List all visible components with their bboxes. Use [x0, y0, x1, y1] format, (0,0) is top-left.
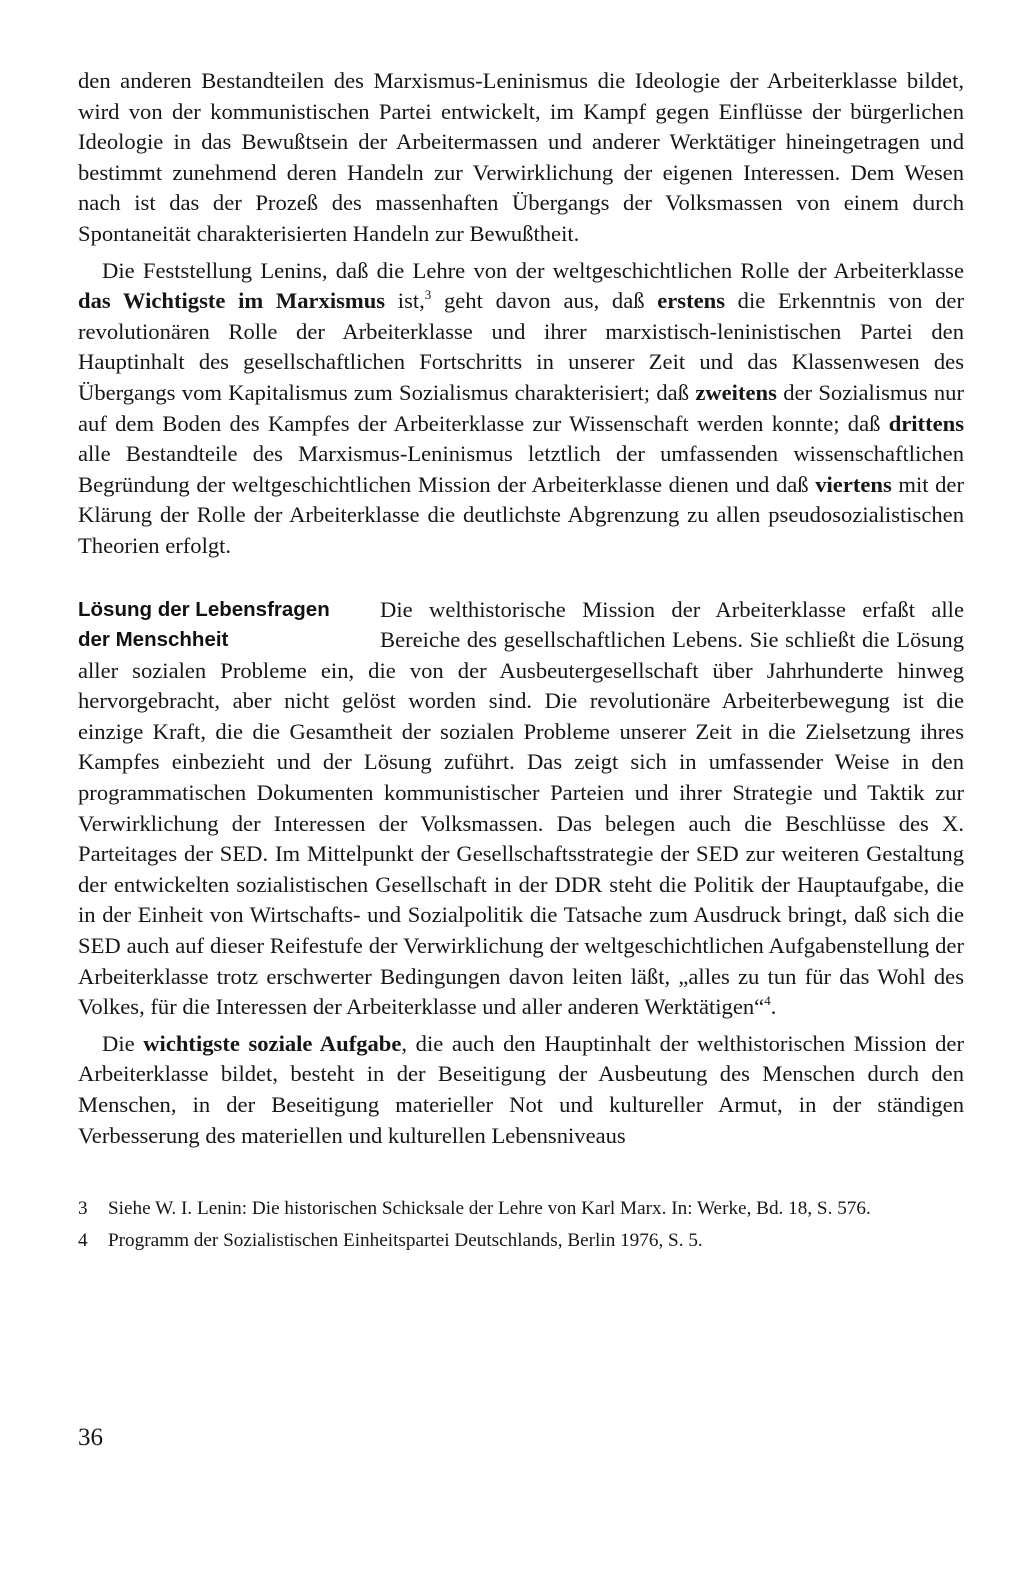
- section-lebensfragen: [78, 595, 964, 1152]
- paragraph-social-task: Die wichtigste soziale Aufgabe, die auch den Hauptinhalt der welthistorischen Mission der Arbeiterklasse bildet, besteht in der Beseitigung der Ausbeutung des Menschen durch den Menschen, in der Beseitigung materieller Not und kultureller Armut, in der ständigen Verbesserung des materiellen und kulturellen Lebensniveaus: [78, 1030, 964, 1148]
- page-content: [78, 66, 964, 1259]
- footnote-ref-4[interactable]: 4: [764, 993, 771, 1009]
- section-heading: Lösung der Lebensfragen der Menschheit: [78, 597, 330, 652]
- paragraph-lenin-statement: Die Feststellung Lenins, daß die Lehre von der weltgeschichtlichen Rolle der Arbeiterklasse das Wichtigste im Marxismus ist,$^3$ geht davon aus, daß erstens die Erkenntnis von der revolutionären Rolle der Arbeiterklasse und ihrer marxistisch-leninistischen Partei den Hauptinhalt des gesellschaftlichen Fortschritts in unserer Zeit und das Klassenwesen des Übergangs vom Kapitalismus zum Sozialismus charakterisiert; daß zweitens der Sozialismus nur auf dem Boden des Kampfes der Arbeiterklasse zur Wissenschaft werden konnte; daß drittens alle Bestandteile des Marxismus-Leninismus letztlich der umfassenden wissenschaftlichen Begründung der weltgeschichtlichen Mission der Arbeiterklasse dienen und daß viertens mit der Klärung der Rolle der Arbeiterklasse die deutlichste Abgrenzung zu allen pseudosozialistischen Theorien erfolgt.: [78, 257, 964, 558]
- footnotes: [78, 1195, 964, 1255]
- paragraph-mission: Die welthistorische Mission der Arbeiterklasse erfaßt alle Bereiche des gesellschaftlichen Lebens. Sie schließt die Lösung aller sozialen Probleme ein, die von der Ausbeutergesellschaft über Jahrhunderte hinweg hervorgebracht, aber nicht gelöst worden sind. Die revolutionäre Arbeiterbewegung ist die einzige Kraft, die die Gesamtheit der sozialen Probleme unserer Zeit in die Zielsetzung ihres Kampfes einbezieht und der Lösung zuführt. Das zeigt sich in umfassender Weise in den programmatischen Dokumenten kommunistischer Parteien und ihrer Strategie und Taktik zur Verwirklichung der Interessen der Volksmassen. Das belegen auch die Beschlüsse des X. Parteitages der SED. Im Mittelpunkt der Gesellschaftsstrategie der SED zur weiteren Gestaltung der entwickelten sozialistischen Gesellschaft in der DDR steht die Politik der Hauptaufgabe, die in der Einheit von Wirtschafts- und Sozialpolitik die Tatsache zum Ausdruck bringt, daß sich die SED auch auf dieser Reifestufe der Verwirklichung der weltgeschichtlichen Aufgabenstellung der Arbeiterklasse trotz erschwerter Bedingungen davon leiten läßt, „alles zu tun für das Wohl des Volkes, für die Interessen der Arbeiterklasse und aller anderen Werktätigen“$^4$.: [78, 596, 964, 1020]
- footnote-3: 3 Siehe W. I. Lenin: Die historischen Schicksale der Lehre von Karl Marx. In: Werke, Bd. 18, S. 576.: [78, 1198, 871, 1220]
- footnote-4: 4 Programm der Sozialistischen Einheitspartei Deutschlands, Berlin 1976, S. 5.: [78, 1230, 703, 1252]
- paragraph-continuation: den anderen Bestandteilen des Marxismus-Leninismus die Ideologie der Arbeiterklasse bildet, wird von der kommunistischen Partei entwickelt, im Kampf gegen Einflüsse der bürgerlichen Ideologie in das Bewußtsein der Arbeitermassen und anderer Werktätiger hineingetragen und bestimmt zunehmend deren Handeln zur Verwirklichung der eigenen Interessen. Dem Wesen nach ist das der Prozeß des massenhaften Übergangs der Volksmassen von einem durch Spontaneität charakterisierten Handeln zur Bewußtheit.: [78, 68, 964, 246]
- footnote-ref-3[interactable]: 3: [424, 287, 432, 303]
- page-number: 36: [78, 1424, 103, 1451]
